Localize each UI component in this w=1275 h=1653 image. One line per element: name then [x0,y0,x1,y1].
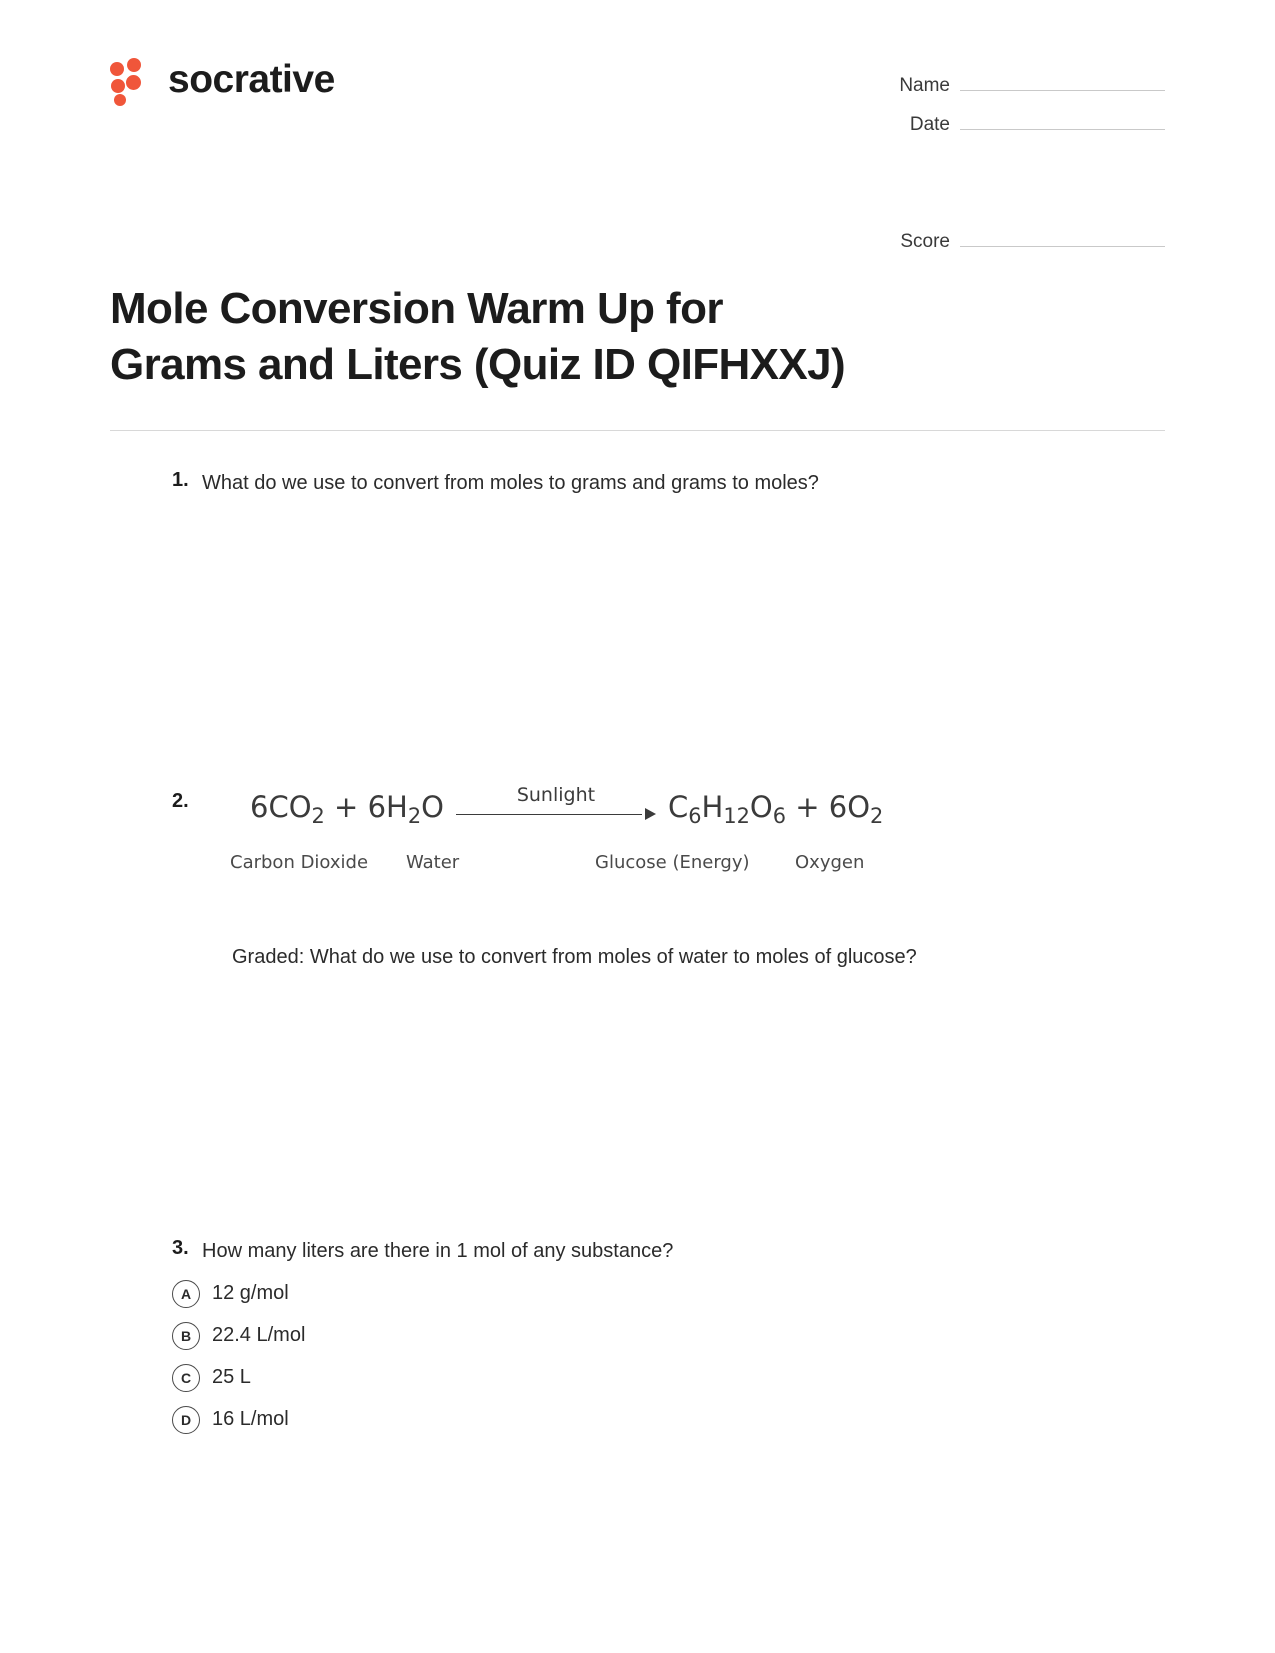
socrative-mark-icon [110,58,154,102]
choice-d-letter[interactable]: D [172,1406,200,1434]
choice-b-text: 22.4 L/mol [212,1324,306,1347]
question-3-number: 3. [172,1236,189,1259]
student-fields [855,58,1165,267]
date-field-row [855,111,1165,136]
question-1 [110,469,1165,498]
equation-reactants: $6CO_2 + 6H_2O$ [250,789,444,828]
question-2-text: Graded: What do we use to convert from moles of water to moles of glucose? [232,945,917,968]
arrow-label: Sunlight [516,783,596,806]
page-header [110,0,1165,267]
choice-b[interactable] [172,1322,1165,1350]
name-input-line[interactable] [960,72,1165,91]
date-label: Date [909,114,950,135]
date-input-line[interactable] [960,111,1165,130]
title-block [110,281,870,394]
choice-c[interactable] [172,1364,1165,1392]
label-carbon-dioxide: Carbon Dioxide [230,851,369,873]
brand-name: socrative [168,58,335,101]
header-divider [110,430,1165,431]
choice-a-text: 12 g/mol [212,1282,289,1305]
page-title: Mole Conversion Warm Up for Grams and Liters (Quiz ID QIFHXXJ) [110,284,846,390]
question-2-number: 2. [172,789,189,812]
choice-b-letter[interactable]: B [172,1322,200,1350]
label-glucose: Glucose (Energy) [595,851,750,873]
equation-products: $C_6H_{12}O_6 + 6O_2$ [667,789,884,828]
question-3-choices [180,1280,1165,1434]
question-3 [110,1237,1165,1434]
choice-a-letter[interactable]: A [172,1280,200,1308]
score-field-row [855,228,1165,253]
choice-d-text: 16 L/mol [212,1408,289,1431]
score-label: Score [900,231,950,252]
choice-d[interactable] [172,1406,1165,1434]
choice-a[interactable] [172,1280,1165,1308]
name-label: Name [899,75,950,96]
choice-c-letter[interactable]: C [172,1364,200,1392]
question-1-text: What do we use to convert from moles to grams and grams to moles? [202,471,819,494]
photosynthesis-equation-image [230,783,950,910]
socrative-logo [110,58,335,102]
score-input-line[interactable] [960,228,1165,247]
question-2 [110,783,1165,969]
label-water: Water [406,851,460,873]
choice-c-text: 25 L [212,1366,251,1389]
name-field-row [855,72,1165,97]
label-oxygen: Oxygen [795,851,865,873]
reaction-arrow-icon [456,783,656,826]
question-1-number: 1. [172,468,189,491]
question-3-text: How many liters are there in 1 mol of any substance? [202,1239,674,1262]
